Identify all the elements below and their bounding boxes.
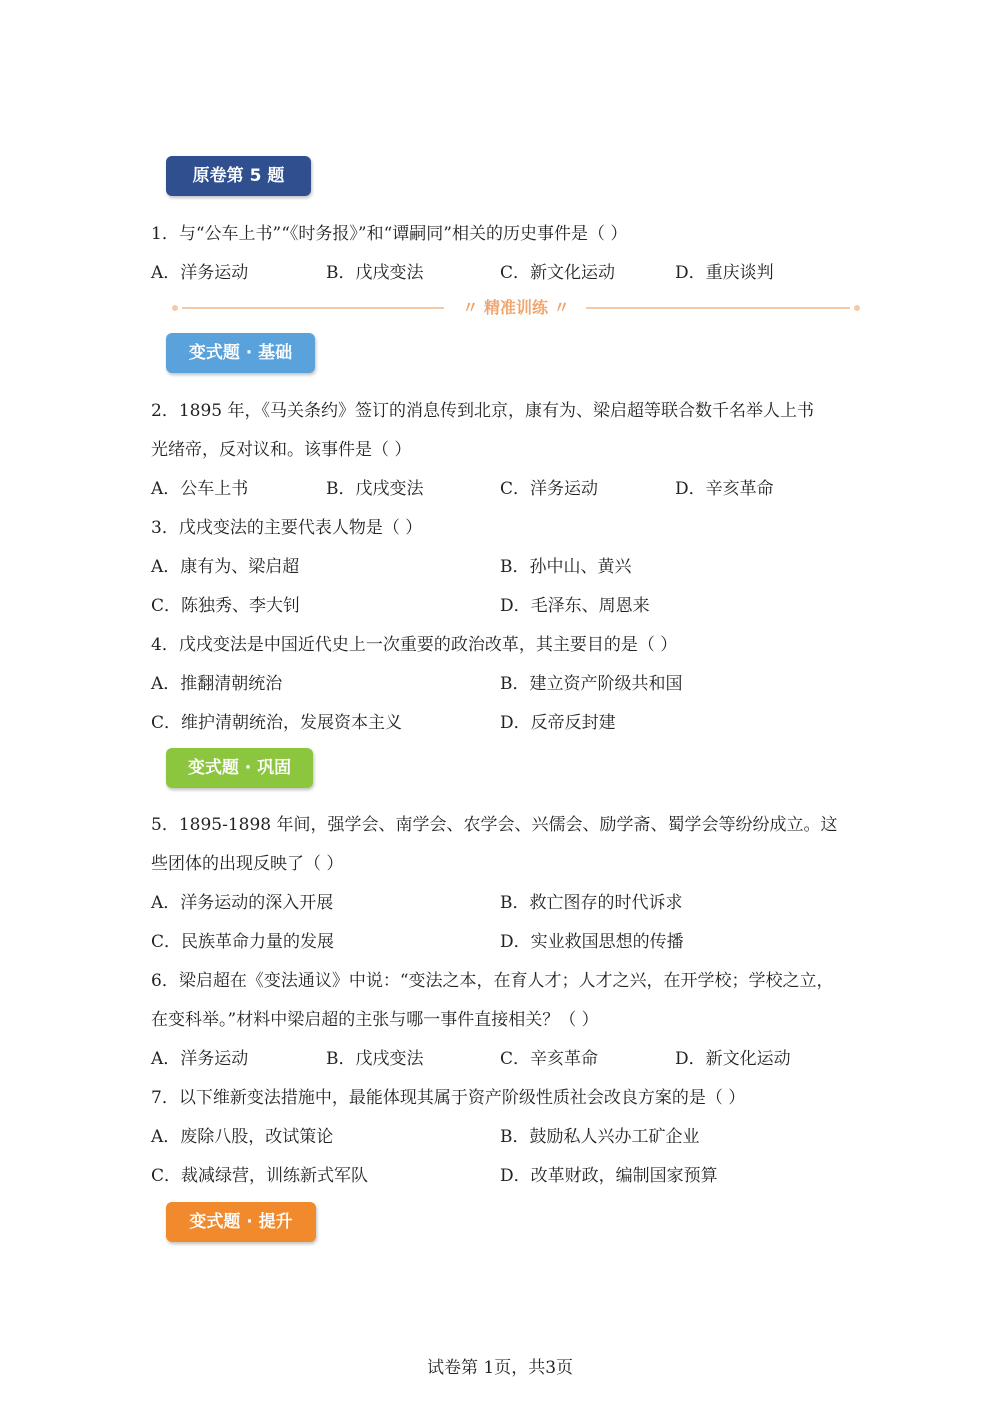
question-2-option-b: B．戊戌变法 bbox=[326, 479, 424, 499]
question-7-option-d: D．改革财政，编制国家预算 bbox=[500, 1166, 718, 1186]
question-4-option-d: D．反帝反封建 bbox=[500, 713, 616, 733]
question-5-option-c: C．民族革命力量的发展 bbox=[151, 932, 335, 952]
question-2-stem-line-1: 2．1895 年，《马关条约》签订的消息传到北京，康有为、梁启超等联合数千名举人上书 bbox=[151, 401, 814, 421]
divider-dot-right bbox=[854, 305, 860, 311]
precise-training-divider bbox=[172, 296, 860, 320]
question-3-option-b: B．孙中山、黄兴 bbox=[500, 557, 632, 577]
question-7-stem: 7．以下维新变法措施中，最能体现其属于资产阶级性质社会改良方案的是（ ） bbox=[151, 1088, 746, 1108]
question-3-option-a: A．康有为、梁启超 bbox=[151, 557, 300, 577]
variant-consolidate-badge: 变式题 · 巩固 bbox=[166, 748, 313, 788]
variant-improve-badge: 变式题 · 提升 bbox=[166, 1202, 316, 1242]
question-4-stem: 4．戊戌变法是中国近代史上一次重要的政治改革，其主要目的是（ ） bbox=[151, 635, 678, 655]
original-question-badge: 原卷第 5 题 bbox=[166, 156, 311, 196]
question-6-stem-line-2: 在变科举。”材料中梁启超的主张与哪一事件直接相关？（ ） bbox=[151, 1010, 599, 1030]
page-footer: 试卷第 1页，共3页 bbox=[426, 1358, 574, 1378]
question-1-option-d: D．重庆谈判 bbox=[675, 263, 774, 283]
divider-rule-right bbox=[586, 307, 850, 309]
question-1-option-a: A．洋务运动 bbox=[151, 263, 249, 283]
question-4-option-a: A．推翻清朝统治 bbox=[151, 674, 283, 694]
divider-dot-left bbox=[172, 305, 178, 311]
question-6-stem-line-1: 6．梁启超在《变法通议》中说：“变法之本，在育人才；人才之兴，在开学校；学校之立， bbox=[151, 971, 834, 991]
question-3-stem: 3．戊戌变法的主要代表人物是（ ） bbox=[151, 518, 423, 538]
question-5-stem-line-2: 些团体的出现反映了（ ） bbox=[151, 854, 344, 874]
variant-basic-badge: 变式题 · 基础 bbox=[166, 333, 315, 373]
question-1-option-c: C．新文化运动 bbox=[500, 263, 616, 283]
question-2-option-a: A．公车上书 bbox=[151, 479, 249, 499]
question-6-option-b: B．戊戌变法 bbox=[326, 1049, 424, 1069]
question-4-option-c: C．维护清朝统治，发展资本主义 bbox=[151, 713, 403, 733]
question-6-option-d: D．新文化运动 bbox=[675, 1049, 791, 1069]
question-2-option-d: D．辛亥革命 bbox=[675, 479, 774, 499]
question-5-option-d: D．实业救国思想的传播 bbox=[500, 932, 684, 952]
question-5-stem-line-1: 5．1895-1898 年间，强学会、南学会、农学会、兴儒会、励学斋、蜀学会等纷纷成立。这 bbox=[151, 815, 838, 835]
question-1-stem: 1．与“公车上书”“《时务报》”和“谭嗣同”相关的历史事件是（ ） bbox=[151, 224, 628, 244]
question-2-option-c: C．洋务运动 bbox=[500, 479, 599, 499]
question-5-option-a: A．洋务运动的深入开展 bbox=[151, 893, 334, 913]
question-6-option-a: A．洋务运动 bbox=[151, 1049, 249, 1069]
divider-rule-left bbox=[182, 307, 444, 309]
question-3-option-d: D．毛泽东、周恩来 bbox=[500, 596, 650, 616]
question-7-option-a: A．废除八股，改试策论 bbox=[151, 1127, 334, 1147]
question-1-option-b: B．戊戌变法 bbox=[326, 263, 424, 283]
question-7-option-c: C．裁减绿营，训练新式军队 bbox=[151, 1166, 369, 1186]
question-2-stem-line-2: 光绪帝，反对议和。该事件是（ ） bbox=[151, 440, 412, 460]
question-6-option-c: C．辛亥革命 bbox=[500, 1049, 599, 1069]
question-5-option-b: B．救亡图存的时代诉求 bbox=[500, 893, 683, 913]
question-7-option-b: B．鼓励私人兴办工矿企业 bbox=[500, 1127, 700, 1147]
divider-label: 〃 精准训练 〃 bbox=[462, 298, 570, 317]
question-3-option-c: C．陈独秀、李大钊 bbox=[151, 596, 301, 616]
question-4-option-b: B．建立资产阶级共和国 bbox=[500, 674, 683, 694]
